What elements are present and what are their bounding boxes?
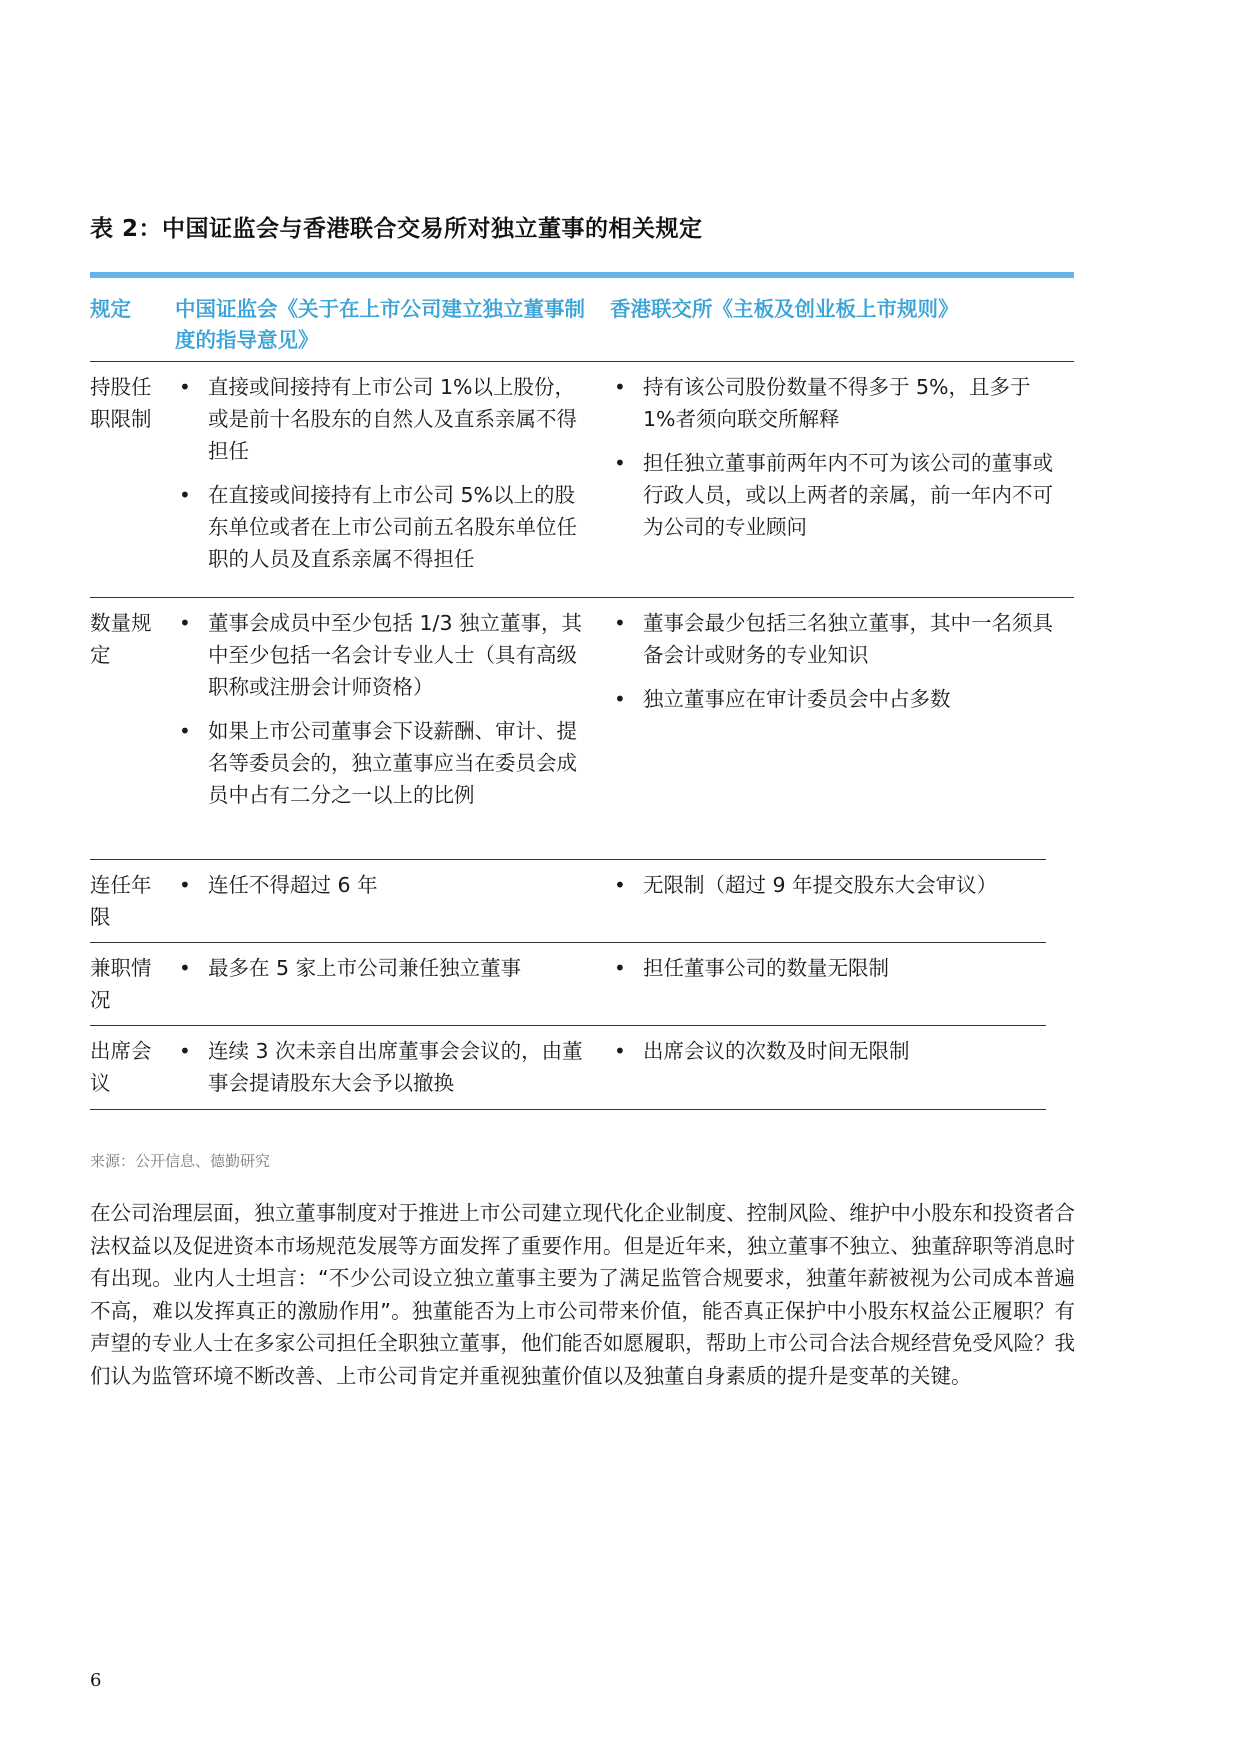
row-label: 出席会议 bbox=[90, 1039, 152, 1095]
list-item: • 如果上市公司董事会下设薪酬、审计、提名等委员会的，独立董事应当在委员会成员中占有二分之一以上的比例 bbox=[175, 715, 590, 811]
header-hkex: 香港联交所《主板及创业板上市规则》 bbox=[610, 297, 959, 321]
hkex-rules bbox=[610, 1035, 1060, 1067]
row-label: 兼职情况 bbox=[90, 956, 152, 1012]
source-note: 来源：公开信息、德勤研究 bbox=[90, 1152, 271, 1170]
header-regulation: 规定 bbox=[90, 297, 131, 321]
header-csrc: 中国证监会《关于在上市公司建立独立董事制度的指导意见》 bbox=[175, 297, 585, 352]
list-item: • 董事会成员中至少包括 1/3 独立董事，其中至少包括一名会计专业人士（具有高级职称或注册会计师资格） bbox=[175, 607, 590, 703]
list-item: • 在直接或间接持有上市公司 5%以上的股东单位或者在上市公司前五名股东单位任职的人员及直系亲属不得担任 bbox=[175, 479, 590, 575]
list-item: • 直接或间接持有上市公司 1%以上股份，或是前十名股东的自然人及直系亲属不得担任 bbox=[175, 371, 590, 467]
row-label: 持股任职限制 bbox=[90, 375, 152, 431]
csrc-rules bbox=[175, 607, 590, 811]
list-item: • 连续 3 次未亲自出席董事会会议的，由董事会提请股东大会予以撤换 bbox=[175, 1035, 590, 1099]
regulation-table bbox=[90, 272, 1074, 1110]
table-row bbox=[90, 598, 1053, 860]
hkex-rules bbox=[610, 869, 1060, 901]
table-row bbox=[90, 1026, 1046, 1110]
table-row bbox=[90, 362, 1074, 598]
csrc-rules bbox=[175, 952, 590, 984]
row-label: 数量规定 bbox=[90, 611, 152, 667]
list-item: • 出席会议的次数及时间无限制 bbox=[610, 1035, 1060, 1067]
list-item: • 连任不得超过 6 年 bbox=[175, 869, 590, 901]
row-label: 连任年限 bbox=[90, 873, 152, 929]
table-row bbox=[90, 943, 1046, 1026]
list-item: • 担任独立董事前两年内不可为该公司的董事或行政人员，或以上两者的亲属，前一年内不可为公司的专业顾问 bbox=[610, 447, 1060, 543]
csrc-rules bbox=[175, 371, 590, 575]
list-item: • 无限制（超过 9 年提交股东大会审议） bbox=[610, 869, 1060, 901]
list-item: • 董事会最少包括三名独立董事，其中一名须具备会计或财务的专业知识 bbox=[610, 607, 1060, 671]
csrc-rules bbox=[175, 1035, 590, 1099]
csrc-rules bbox=[175, 869, 590, 901]
body-paragraph: 在公司治理层面，独立董事制度对于推进上市公司建立现代化企业制度、控制风险、维护中小股东和投资者合法权益以及促进资本市场规范发展等方面发挥了重要作用。但是近年来，独立董事不独立、独董辞职等消息时有出现。业内人士坦言：“不少公司设立独立董事主要为了满足监管合规要求，独董年薪被视为公司成本普遍不高，难以发挥真正的激励作用”。独董能否为上市公司带来价值，能否真正保护中小股东权益公正履职？有声望的专业人士在多家公司担任全职独立董事，他们能否如愿履职，帮助上市公司合法合规经营免受风险？我们认为监管环境不断改善、上市公司肯定并重视独董价值以及独董自身素质的提升是变革的关键。 bbox=[90, 1201, 1075, 1388]
page-number: 6 bbox=[90, 1670, 102, 1691]
list-item: • 独立董事应在审计委员会中占多数 bbox=[610, 683, 1060, 715]
table-title: 表 2：中国证监会与香港联合交易所对独立董事的相关规定 bbox=[90, 216, 703, 242]
list-item: • 持有该公司股份数量不得多于 5%，且多于 1%者须向联交所解释 bbox=[610, 371, 1060, 435]
table-row bbox=[90, 860, 1046, 943]
hkex-rules bbox=[610, 371, 1060, 543]
table-header-row bbox=[90, 278, 1074, 362]
list-item: • 担任董事公司的数量无限制 bbox=[610, 952, 1060, 984]
hkex-rules bbox=[610, 952, 1060, 984]
hkex-rules bbox=[610, 607, 1060, 715]
list-item: • 最多在 5 家上市公司兼任独立董事 bbox=[175, 952, 590, 984]
